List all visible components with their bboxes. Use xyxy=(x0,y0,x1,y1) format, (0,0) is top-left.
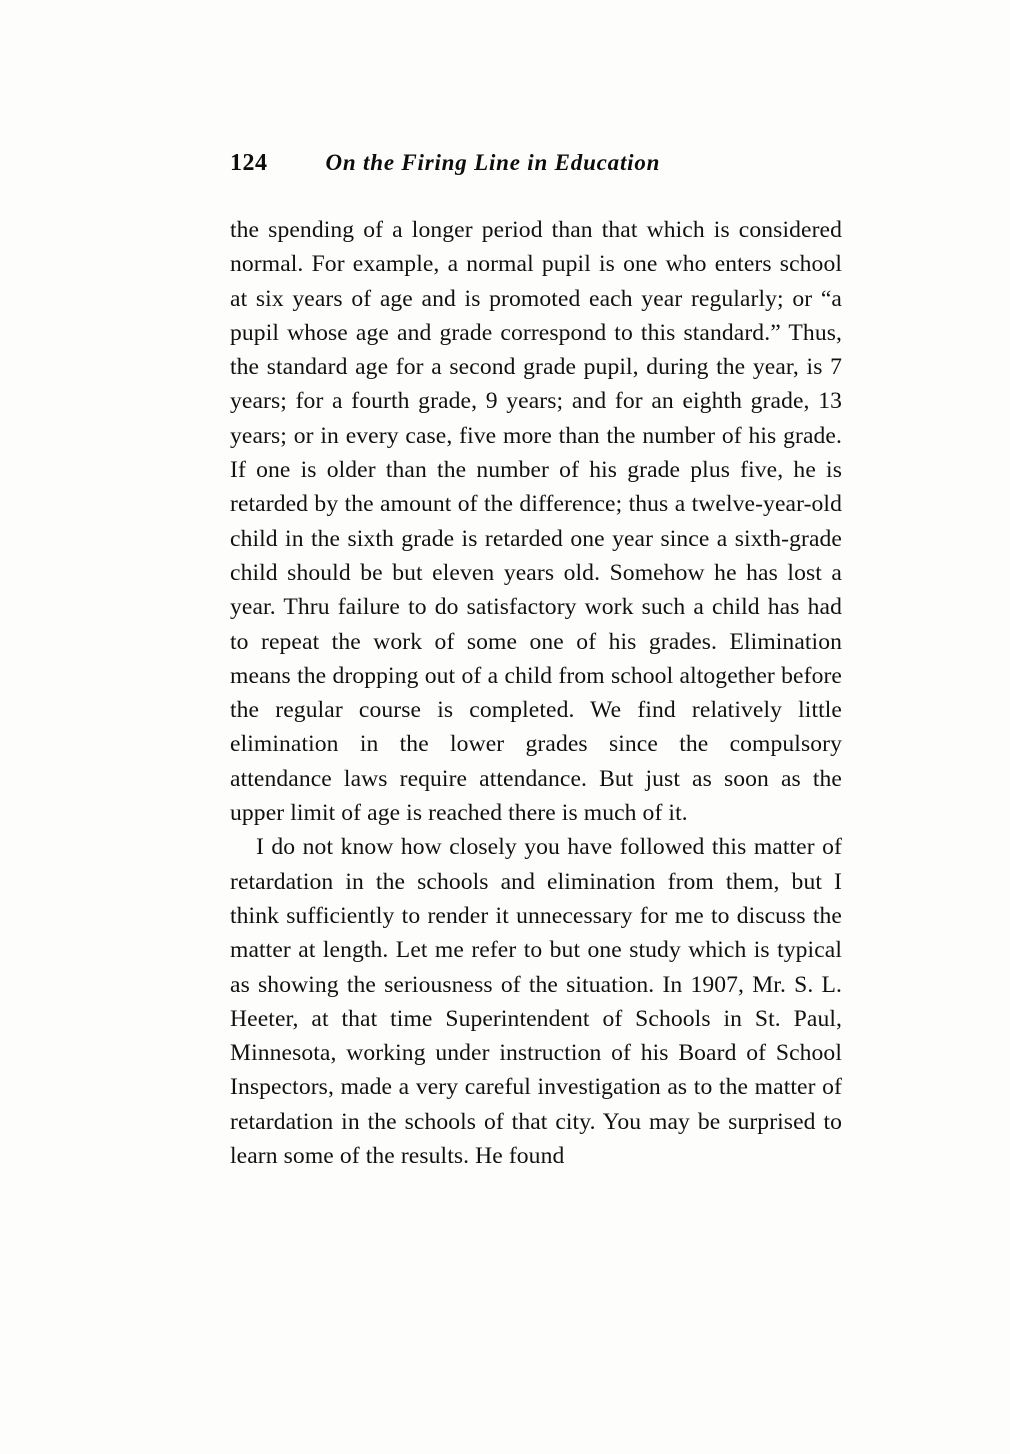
paragraph: the spending of a longer period than that which is considered normal. For example, a normal pupil is one who enters school at six years of age and is promoted each year regularly; or “a pupil whose age and grade correspond to this standard.” Thus, the standard age for a second grade pupil, during the year, is 7 years; for a fourth grade, 9 years; and for an eighth grade, 13 years; or in every case, five more than the number of his grade. If one is older than the number of his grade plus five, he is retarded by the amount of the difference; thus a twelve-year-old child in the sixth grade is retarded one year since a sixth-grade child should be but eleven years old. Somehow he has lost a year. Thru failure to do satisfactory work such a child has had to repeat the work of some one of his grades. Elimination means the dropping out of a child from school altogether before the regular course is completed. We find relatively little elimination in the lower grades since the compulsory attendance laws require attendance. But just as soon as the upper limit of age is reached there is much of it. xyxy=(230,217,842,827)
paragraph: I do not know how closely you have followed this matter of retardation in the schools and elimination from them, but I think sufficiently to render it unnecessary for me to discuss the matter at length. Let me refer to but one study which is typical as showing the seriousness of the situation. In 1907, Mr. S. L. Heeter, at that time Superintendent of Schools in St. Paul, Minnesota, working under instruction of his Board of School Inspectors, made a very careful investigation as to the matter of retardation in the schools of that city. You may be surprised to learn some of the results. He found xyxy=(230,834,842,1170)
body-text-column xyxy=(230,213,842,1173)
page-number: 124 xyxy=(230,150,268,176)
running-title: On the Firing Line in Education xyxy=(325,150,661,175)
page-header xyxy=(230,150,850,177)
